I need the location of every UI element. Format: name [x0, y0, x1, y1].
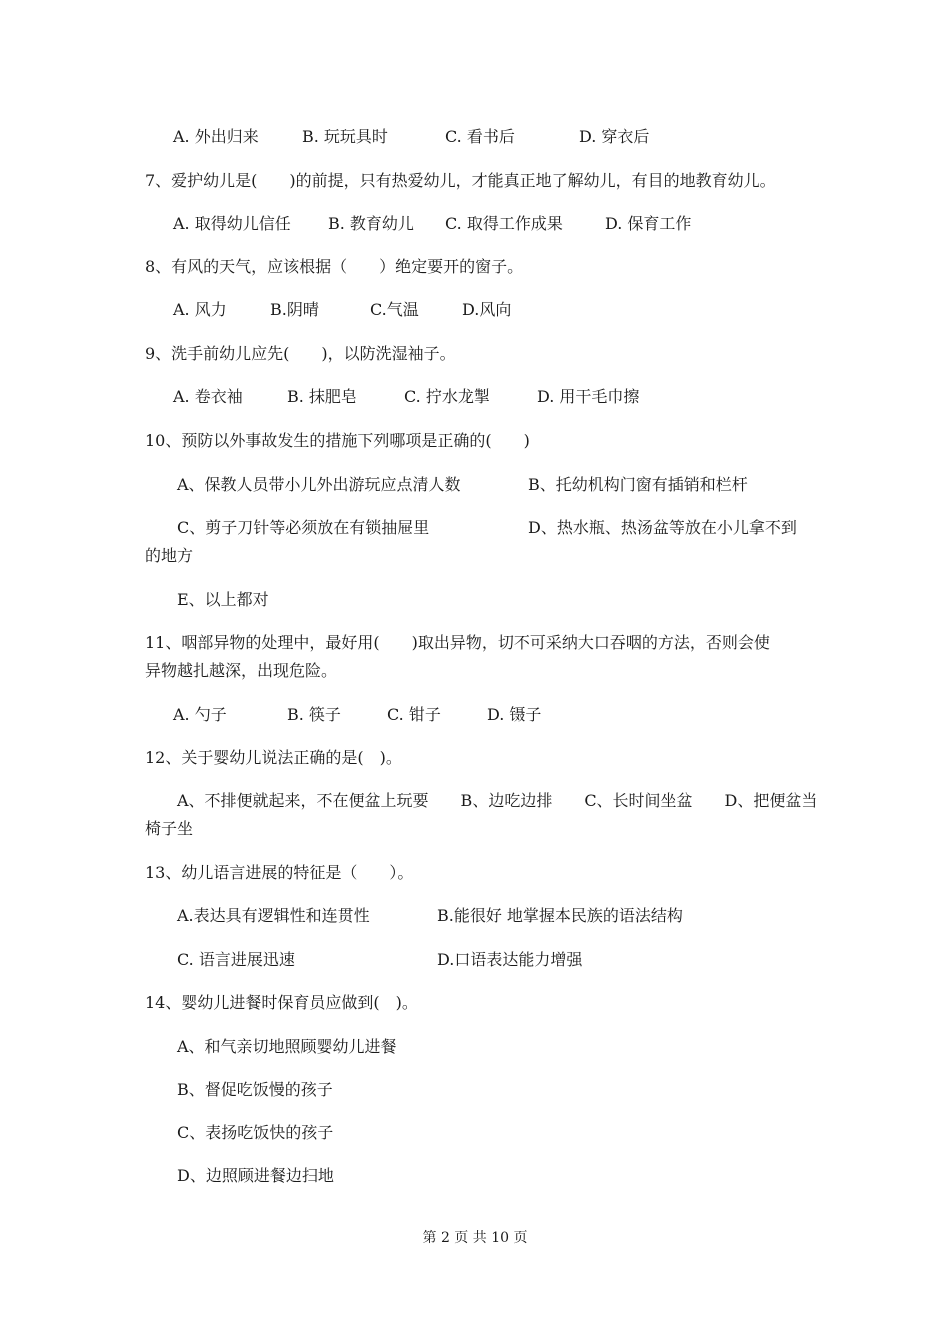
q10-option-d: D、热水瓶、热汤盆等放在小儿拿不到	[528, 518, 797, 537]
q10-option-d-continued: 的地方	[145, 546, 194, 565]
q13-option-b: B.能很好 地掌握本民族的语法结构	[437, 906, 683, 925]
q14-option-a: A、和气亲切地照顾婴幼儿进餐	[177, 1037, 397, 1056]
q8-question: 8、有风的天气，应该根据（ ）绝定要开的窗子。	[145, 257, 524, 276]
q9-option-c: C. 拧水龙掣	[404, 387, 490, 406]
q7-option-b: B. 教育幼儿	[328, 214, 414, 233]
q7-question: 7、爱护幼儿是( )的前提，只有热爱幼儿，才能真正地了解幼儿，有目的地教育幼儿。	[145, 171, 776, 190]
q9-option-a: A. 卷衣袖	[173, 387, 243, 406]
q7-option-a: A. 取得幼儿信任	[173, 214, 291, 233]
q7-option-d: D. 保育工作	[605, 214, 692, 233]
q8-option-d: D.风向	[462, 300, 512, 319]
q14-option-d: D、边照顾进餐边扫地	[177, 1166, 334, 1185]
q6-option-a: A. 外出归来	[173, 127, 259, 146]
q11-option-c: C. 钳子	[387, 705, 441, 724]
q9-option-d: D. 用干毛巾擦	[537, 387, 640, 406]
q6-option-c: C. 看书后	[445, 127, 515, 146]
q11-question-continued: 异物越扎越深，出现危险。	[145, 661, 338, 680]
q6-option-b: B. 玩玩具时	[302, 127, 388, 146]
q11-option-d: D. 镊子	[487, 705, 542, 724]
q11-option-b: B. 筷子	[287, 705, 341, 724]
q11-question: 11、咽部异物的处理中，最好用( )取出异物，切不可采纳大口吞咽的方法，否则会使	[145, 633, 770, 652]
q14-question: 14、婴幼儿进餐时保育员应做到( )。	[145, 993, 418, 1012]
q8-option-a: A. 风力	[173, 300, 227, 319]
q8-option-b: B.阴晴	[270, 300, 319, 319]
q13-question: 13、幼儿语言进展的特征是（ ）。	[145, 863, 414, 882]
q10-option-c: C、剪子刀针等必须放在有锁抽屉里	[177, 518, 430, 537]
q12-options-continued: 椅子坐	[145, 819, 194, 838]
q11-option-a: A. 勺子	[173, 705, 227, 724]
q14-option-b: B、督促吃饭慢的孩子	[177, 1080, 333, 1099]
q9-question: 9、洗手前幼儿应先( )，以防洗湿袖子。	[145, 344, 456, 363]
q12-question: 12、关于婴幼儿说法正确的是( )。	[145, 748, 402, 767]
q12-options: A、不排便就起来，不在便盆上玩要 B、边吃边排 C、长时间坐盆 D、把便盆当	[177, 791, 818, 810]
q10-question: 10、预防以外事故发生的措施下列哪项是正确的( )	[145, 431, 530, 450]
q7-option-c: C. 取得工作成果	[445, 214, 563, 233]
q10-option-e: E、以上都对	[177, 590, 269, 609]
page-number-footer: 第 2 页 共 10 页	[422, 1230, 528, 1246]
q10-option-b: B、托幼机构门窗有插销和栏杆	[528, 475, 748, 494]
q9-option-b: B. 抹肥皂	[287, 387, 357, 406]
q13-option-c: C. 语言进展迅速	[177, 950, 295, 969]
q8-option-c: C.气温	[370, 300, 419, 319]
q13-option-a: A.表达具有逻辑性和连贯性	[177, 906, 370, 925]
q10-option-a: A、保教人员带小儿外出游玩应点清人数	[177, 475, 461, 494]
q13-option-d: D.口语表达能力增强	[437, 950, 583, 969]
q14-option-c: C、表扬吃饭快的孩子	[177, 1123, 334, 1142]
q6-option-d: D. 穿衣后	[579, 127, 650, 146]
